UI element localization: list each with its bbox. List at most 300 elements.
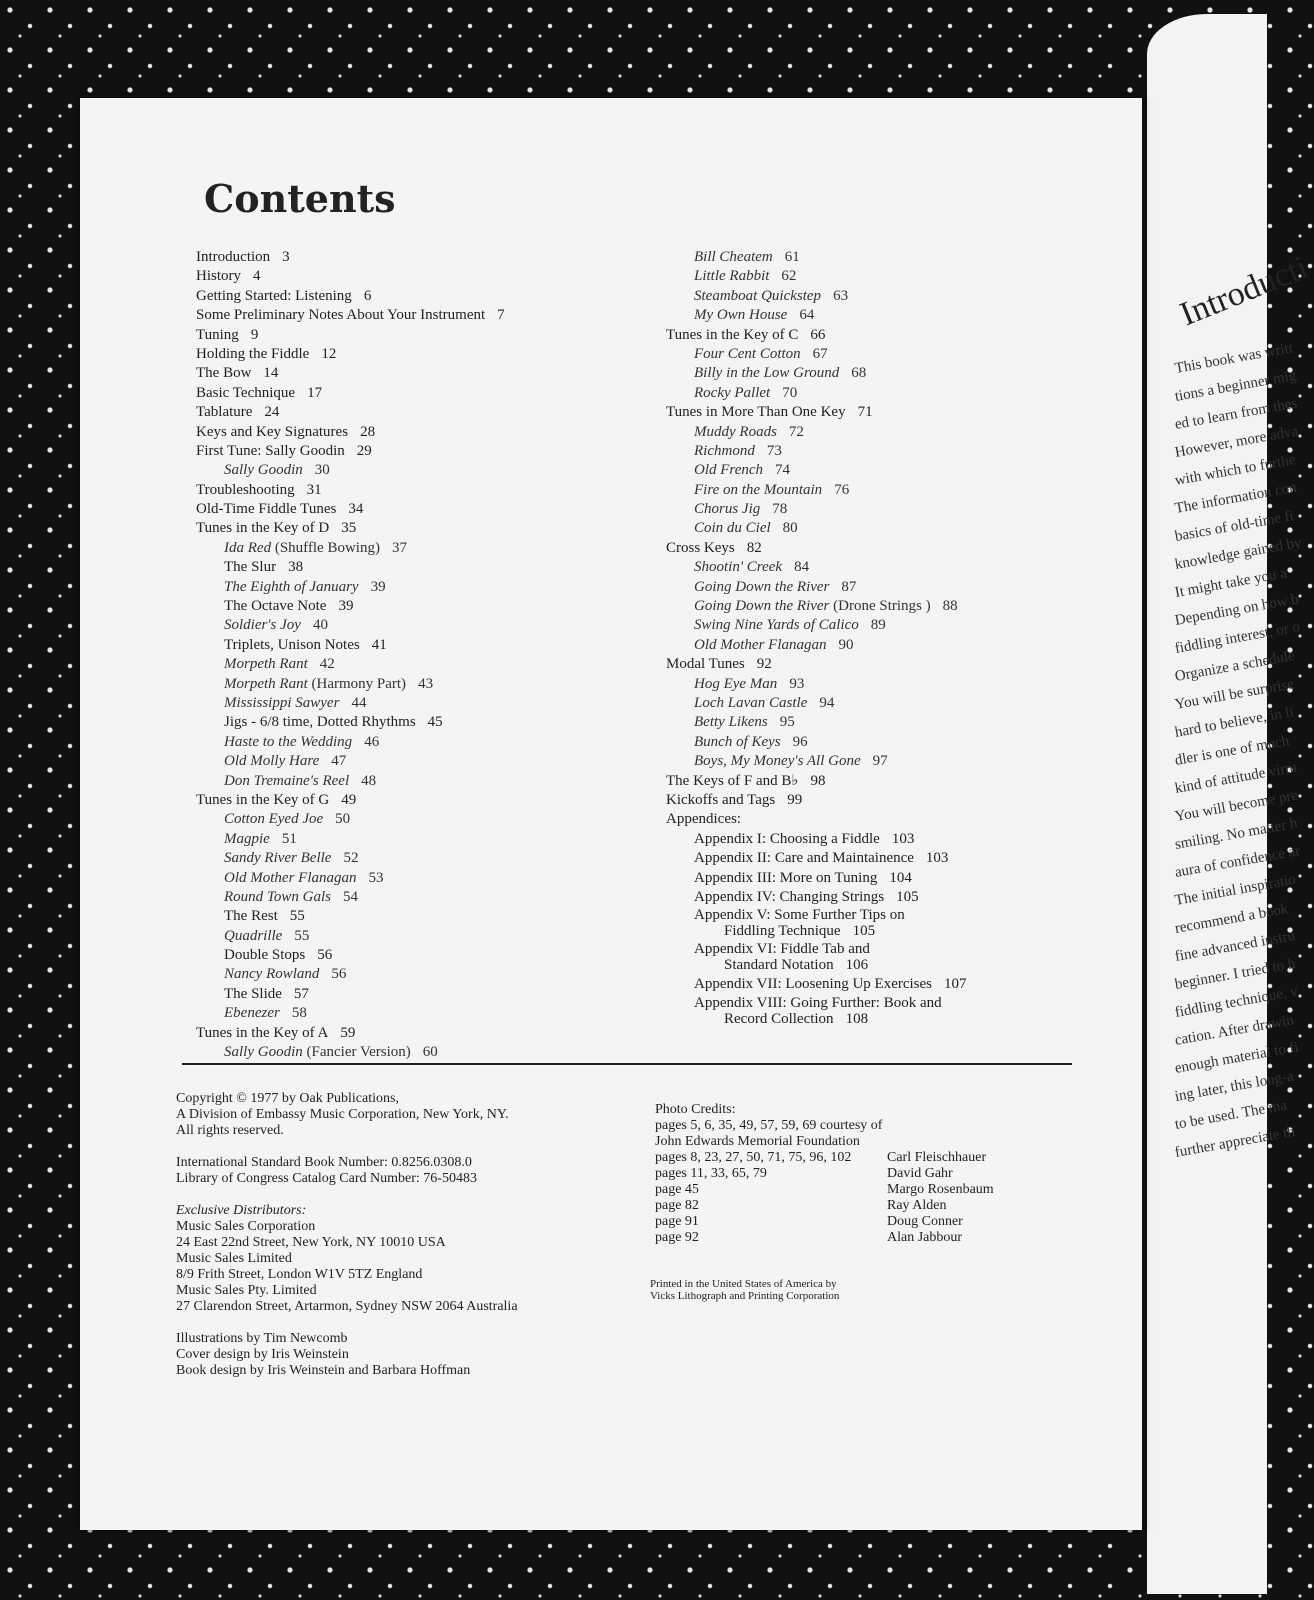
toc-entry (196, 1043, 666, 1062)
toc-entry-title: Appendix II: Care and Maintainence (694, 850, 914, 867)
toc-entry (666, 675, 1136, 694)
toc-entry-title: The Slide (224, 985, 282, 1002)
toc-entry-title: Magpie (224, 830, 270, 847)
toc-entry-title: History (196, 268, 241, 285)
toc-page-number: 28 (360, 423, 376, 440)
toc-page-number: 9 (250, 326, 259, 343)
toc-entry (666, 810, 1136, 829)
toc-entry (196, 558, 666, 577)
adjacent-page-line: You will be surprise (1173, 676, 1296, 713)
adjacent-page-line: Organize a schedule (1173, 648, 1296, 685)
toc-page-number: 92 (756, 656, 772, 673)
toc-entry (196, 733, 666, 752)
toc-page-number: 17 (307, 384, 323, 401)
toc-page-number: 84 (794, 559, 810, 576)
adjacent-page-line: It might take you a (1173, 565, 1288, 601)
toc-entry-title: My Own House (694, 307, 788, 324)
credit-row (655, 1182, 1055, 1198)
toc-page-number: 93 (789, 675, 805, 692)
toc-entry-title: Appendix VIII: Going Further: Book and (694, 994, 942, 1011)
toc-entry (196, 616, 666, 635)
toc-entry-title: The Eighth of January (224, 578, 359, 595)
toc-entry-title: Some Preliminary Notes About Your Instrument (196, 307, 486, 324)
toc-page-number: 73 (766, 442, 782, 459)
toc-entry (666, 849, 1136, 868)
copyright-line: All rights reserved. (176, 1123, 284, 1138)
toc-entry (196, 519, 666, 538)
toc-entry (666, 888, 1136, 907)
toc-entry-title: Swing Nine Yards of Calico (694, 617, 859, 634)
toc-page-number: 45 (427, 714, 443, 731)
toc-page-number: 30 (314, 462, 330, 479)
toc-page-number: 63 (833, 287, 849, 304)
toc-entry-title: Jigs - 6/8 time, Dotted Rhythms (224, 714, 416, 731)
divider-rule (182, 1063, 1072, 1065)
toc-entry-title: The Keys of F and B♭ (666, 772, 799, 789)
toc-entry (666, 345, 1136, 364)
toc-entry-title: Introduction (196, 249, 271, 265)
toc-page-number: 74 (775, 462, 791, 479)
toc-page-number: 61 (784, 249, 800, 265)
adjacent-page-line: fiddling technique, v (1173, 983, 1300, 1021)
toc-entry (666, 636, 1136, 655)
toc-entry (196, 326, 666, 345)
toc-entry-title: Going Down the River (694, 598, 830, 615)
toc-page-number: 76 (834, 481, 850, 498)
toc-entry (196, 810, 666, 829)
credit-pages: page 91 (655, 1214, 699, 1229)
toc-entry (196, 461, 666, 480)
credit-pages: page 92 (655, 1230, 699, 1245)
toc-page-number: 39 (370, 578, 386, 595)
distributor-line: 27 Clarendon Street, Artarmon, Sydney NSW 2064 Australia (176, 1299, 518, 1314)
toc-page-number: 71 (857, 404, 873, 421)
toc-page-number: 4 (253, 268, 261, 285)
adjacent-page-line: cation. After drawin (1173, 1012, 1295, 1049)
toc-entry-title: Appendix V: Some Further Tips on (694, 907, 905, 924)
toc-entry-title: Steamboat Quickstep (694, 287, 822, 304)
credit-pages: page 82 (655, 1198, 699, 1213)
toc-page-number: 108 (845, 1010, 869, 1027)
toc-page-number: 94 (819, 694, 835, 711)
toc-entry (666, 907, 1136, 941)
toc-entry-title: Sally Goodin (224, 1044, 303, 1061)
toc-entry (666, 752, 1136, 771)
toc-entry-title: Round Town Gals (224, 888, 331, 905)
toc-entry-title: Old Mother Flanagan (694, 636, 827, 653)
credit-name: Ray Alden (887, 1198, 947, 1213)
toc-entry-title: Double Stops (224, 947, 306, 964)
toc-entry-title: Fire on the Mountain (694, 481, 823, 498)
toc-entry-title: Loch Lavan Castle (694, 694, 808, 711)
toc-page-number: 87 (841, 578, 857, 595)
adjacent-page-line: The initial inspiratio (1173, 871, 1298, 909)
toc-entry (196, 403, 666, 422)
adjacent-page-line: The information con (1173, 479, 1298, 517)
toc-page-number: 58 (291, 1005, 307, 1022)
adjacent-page-text (1173, 340, 1303, 1171)
toc-entry-title: Rocky Pallet (694, 384, 771, 401)
toc-entry (196, 927, 666, 946)
toc-page-number: 46 (364, 733, 380, 750)
toc-entry-title: Tunes in More Than One Key (666, 404, 846, 421)
toc-page-number: 24 (264, 404, 280, 421)
toc-entry-title: Quadrille (224, 927, 283, 944)
toc-entry-continuation: Record Collection 108 (724, 1010, 869, 1027)
toc-entry-title: Chorus Jig (694, 501, 761, 518)
toc-page-number: 99 (787, 791, 803, 808)
toc-entry-title: Basic Technique (196, 384, 296, 401)
toc-entry-title: Richmond (694, 442, 755, 459)
toc-entry (666, 423, 1136, 442)
adjacent-page (1147, 14, 1314, 1594)
toc-entry-title: The Slur (224, 559, 277, 576)
toc-entry-title: Old French (694, 462, 764, 479)
adjacent-page-line: enough material to fi (1173, 1039, 1300, 1077)
credit-pages: pages 8, 23, 27, 50, 71, 75, 96, 102 (655, 1150, 852, 1165)
toc-page-number: 72 (788, 423, 804, 440)
toc-entry (666, 597, 1136, 616)
toc-page-number: 104 (889, 869, 912, 886)
toc-entry (666, 713, 1136, 732)
toc-entry-title: Hog Eye Man (694, 675, 778, 692)
toc-entry (666, 869, 1136, 888)
toc-page-number: 59 (340, 1024, 356, 1041)
toc-entry-title: Cross Keys (666, 539, 735, 556)
toc-entry-title: The Rest (224, 908, 278, 925)
toc-entry-title: Don Tremaine's Reel (224, 772, 350, 789)
toc-entry (196, 287, 666, 306)
toc-entry (666, 772, 1136, 791)
toc-entry-title: Haste to the Wedding (224, 733, 353, 750)
toc-entry (196, 481, 666, 500)
toc-entry-note: (Drone Strings ) (829, 598, 931, 615)
toc-page-number: 56 (331, 966, 347, 983)
toc-entry-title: Going Down the River (694, 578, 830, 595)
toc-entry (196, 791, 666, 810)
toc-page-number: 67 (812, 345, 828, 362)
toc-page-number: 34 (348, 501, 364, 518)
toc-entry-title: Tuning (196, 326, 239, 343)
toc-entry-title: Tablature (196, 404, 253, 421)
credit-name: Carl Fleischhauer (887, 1150, 987, 1165)
adjacent-page-line: This book was writt (1173, 340, 1295, 377)
toc-entry (196, 985, 666, 1004)
toc-entry-title: Billy in the Low Ground (694, 365, 840, 382)
toc-entry (196, 500, 666, 519)
toc-entry (196, 578, 666, 597)
adjacent-page-line: fine advanced instru (1173, 928, 1297, 965)
toc-entry-note: (Harmony Part) (307, 675, 407, 692)
toc-entry (666, 500, 1136, 519)
photo-credits-label: Photo Credits: (655, 1102, 736, 1117)
illustrations-credit: Illustrations by Tim Newcomb (176, 1331, 348, 1346)
adjacent-page-line: knowledge gained by (1173, 534, 1303, 573)
toc-entry (666, 995, 1136, 1029)
toc-right-column (666, 248, 1136, 1029)
toc-entry-title: Appendices: (666, 811, 741, 828)
toc-entry (196, 655, 666, 674)
toc-entry (666, 519, 1136, 538)
toc-page-number: 106 (845, 957, 869, 974)
adjacent-page-line: You will become pre (1173, 787, 1300, 825)
toc-entry (196, 248, 666, 267)
toc-entry (666, 578, 1136, 597)
toc-entry (196, 597, 666, 616)
lccn: Library of Congress Catalog Card Number: 76-50483 (176, 1171, 477, 1186)
toc-entry (196, 694, 666, 713)
toc-entry (666, 655, 1136, 674)
toc-entry-title: Keys and Key Signatures (196, 423, 349, 440)
toc-entry (666, 287, 1136, 306)
isbn: International Standard Book Number: 0.8256.0308.0 (176, 1155, 472, 1170)
distributor-line: Music Sales Corporation (176, 1219, 316, 1234)
toc-page-number: 57 (293, 985, 309, 1002)
distributor-line: Music Sales Pty. Limited (176, 1283, 317, 1298)
toc-entry-title: Soldier's Joy (224, 617, 301, 634)
toc-page-number: 31 (306, 481, 322, 498)
toc-entry-title: Appendix III: More on Tuning (694, 869, 878, 886)
adjacent-page-line: further appreciate th (1173, 1124, 1297, 1161)
toc-entry (666, 616, 1136, 635)
toc-entry-title: Four Cent Cotton (694, 345, 801, 362)
toc-entry (666, 791, 1136, 810)
toc-entry (666, 558, 1136, 577)
toc-page-number: 40 (312, 617, 328, 634)
toc-entry-title: Old-Time Fiddle Tunes (196, 501, 337, 518)
toc-entry-note: (Fancier Version) (302, 1044, 411, 1061)
toc-page-number: 89 (870, 617, 886, 634)
toc-entry (666, 694, 1136, 713)
toc-entry-title: Sally Goodin (224, 462, 303, 479)
toc-entry-title: Shootin' Creek (694, 559, 783, 576)
toc-page-number: 66 (810, 326, 826, 343)
toc-page-number: 47 (331, 753, 347, 770)
toc-entry-title: Boys, My Money's All Gone (694, 753, 861, 770)
toc-entry-title: Cotton Eyed Joe (224, 811, 324, 828)
toc-entry-title: Old Mother Flanagan (224, 869, 357, 886)
toc-page-number: 97 (872, 753, 888, 770)
toc-page-number: 60 (422, 1044, 438, 1061)
toc-entry (196, 306, 666, 325)
toc-page-number: 68 (851, 365, 867, 382)
toc-page-number: 105 (852, 923, 876, 940)
copyright-line: Copyright © 1977 by Oak Publications, (176, 1091, 399, 1106)
toc-entry (196, 675, 666, 694)
toc-entry-title: Getting Started: Listening (196, 287, 352, 304)
copyright-line: A Division of Embassy Music Corporation, New York, NY. (176, 1107, 509, 1122)
toc-entry-title: Holding the Fiddle (196, 345, 310, 362)
toc-entry (196, 442, 666, 461)
toc-entry-title: Appendix VII: Loosening Up Exercises (694, 976, 933, 993)
toc-entry-title: The Bow (196, 365, 252, 382)
credit-name: Margo Rosenbaum (887, 1182, 994, 1197)
toc-entry-title: Kickoffs and Tags (666, 791, 776, 808)
toc-entry-title: The Octave Note (224, 598, 327, 615)
toc-entry-title: Nancy Rowland (224, 966, 320, 983)
toc-entry (666, 941, 1136, 975)
toc-entry-title: Appendix I: Choosing a Fiddle (694, 830, 880, 847)
adjacent-page-line: tions a beginner mig (1173, 367, 1298, 405)
adjacent-page-line: kind of attitude virtu (1173, 759, 1299, 797)
adjacent-page-line: However, more adva (1173, 423, 1300, 461)
toc-entry (666, 306, 1136, 325)
toc-entry (196, 539, 666, 558)
adjacent-page-line: ing later, this long-a (1173, 1068, 1295, 1105)
toc-entry (666, 403, 1136, 422)
adjacent-page-line: to be used. The ma (1173, 1097, 1289, 1133)
toc-entry-title: Tunes in the Key of G (196, 791, 330, 808)
book-design-credit: Book design by Iris Weinstein and Barbara Hoffman (176, 1363, 471, 1378)
distributor-line: Music Sales Limited (176, 1251, 292, 1266)
toc-page-number: 62 (781, 268, 797, 285)
toc-entry-note: (Shuffle Bowing) (271, 539, 380, 556)
toc-page-number: 103 (925, 850, 949, 867)
toc-entry (196, 888, 666, 907)
toc-entry (196, 869, 666, 888)
adjacent-page-line: ed to learn from thes (1173, 395, 1299, 433)
toc-entry (666, 539, 1136, 558)
toc-entry (196, 907, 666, 926)
toc-page-number: 107 (944, 976, 967, 993)
toc-entry-title: Tunes in the Key of A (196, 1024, 329, 1041)
toc-entry-title: Muddy Roads (694, 423, 777, 440)
toc-page-number: 95 (779, 714, 795, 731)
photo-credits (655, 1102, 1055, 1246)
toc-page-number: 88 (942, 598, 958, 615)
contents-page (80, 98, 1142, 1530)
toc-entry (666, 364, 1136, 383)
toc-page-number: 49 (341, 791, 357, 808)
toc-entry (196, 713, 666, 732)
credit-pages: page 45 (655, 1182, 699, 1197)
copyright-block (176, 1091, 616, 1379)
toc-entry-title: Old Molly Hare (224, 753, 320, 770)
adjacent-page-title: Introducti (1175, 248, 1314, 334)
adjacent-page-line: basics of old-time fi (1173, 508, 1295, 545)
toc-page-number: 38 (288, 559, 304, 576)
toc-page-number: 80 (782, 520, 798, 537)
toc-page-number: 64 (799, 307, 815, 324)
toc-page-number: 78 (772, 501, 788, 518)
toc-entry (196, 1024, 666, 1043)
toc-left-column (196, 248, 666, 1062)
credit-row (655, 1198, 1055, 1214)
toc-page-number: 103 (891, 830, 915, 847)
toc-page-number: 43 (418, 675, 434, 692)
adjacent-page-line: recommend a book (1173, 901, 1290, 937)
toc-entry (666, 975, 1136, 994)
toc-entry (196, 267, 666, 286)
page-title: Contents (204, 176, 396, 221)
toc-page-number: 55 (289, 908, 305, 925)
distributor-line: 8/9 Frith Street, London W1V 5TZ England (176, 1267, 423, 1282)
toc-entry (666, 461, 1136, 480)
adjacent-page-line: dler is one of much (1173, 733, 1291, 769)
toc-entry-title: Ida Red (224, 539, 272, 556)
toc-page-number: 35 (341, 520, 357, 537)
toc-entry (196, 830, 666, 849)
adjacent-page-line: beginner. I tried to h (1173, 955, 1297, 993)
toc-page-number: 52 (343, 850, 359, 867)
toc-page-number: 70 (782, 384, 798, 401)
adjacent-page-line: with which to furthe (1173, 451, 1297, 489)
toc-page-number: 6 (363, 287, 372, 304)
credit-line: John Edwards Memorial Foundation (655, 1134, 860, 1149)
toc-entry (196, 345, 666, 364)
toc-page-number: 29 (356, 442, 372, 459)
toc-page-number: 42 (319, 656, 335, 673)
credit-name: Alan Jabbour (887, 1230, 963, 1245)
toc-entry-title: Bunch of Keys (694, 733, 781, 750)
toc-entry-title: Triplets, Unison Notes (224, 636, 360, 653)
toc-entry-title: Morpeth Rant (224, 675, 308, 692)
credit-row (655, 1150, 1055, 1166)
adjacent-page-line: aura of confidence ar (1173, 843, 1302, 881)
adjacent-page-line: hard to believe, in li (1173, 704, 1295, 741)
credit-pages: pages 11, 33, 65, 79 (655, 1166, 767, 1181)
toc-entry-title: Morpeth Rant (224, 656, 308, 673)
toc-page-number: 54 (342, 888, 358, 905)
toc-page-number: 98 (810, 772, 826, 789)
toc-entry-title: Sandy River Belle (224, 850, 332, 867)
toc-entry (196, 364, 666, 383)
toc-page-number: 3 (282, 249, 290, 265)
toc-entry (196, 752, 666, 771)
credit-row (655, 1214, 1055, 1230)
toc-entry-title: Troubleshooting (196, 481, 295, 498)
toc-entry (666, 481, 1136, 500)
toc-page-number: 41 (371, 636, 387, 653)
toc-entry (666, 733, 1136, 752)
toc-entry-title: Bill Cheatem (694, 249, 773, 265)
toc-entry-title: Modal Tunes (666, 656, 745, 673)
toc-entry-continuation: Fiddling Technique 105 (724, 923, 876, 940)
toc-entry (196, 849, 666, 868)
credit-row (655, 1230, 1055, 1246)
toc-entry-title: Betty Likens (694, 714, 768, 731)
toc-entry (666, 830, 1136, 849)
adjacent-page-line: smiling. No matter h (1173, 815, 1299, 853)
toc-entry-title: Ebenezer (224, 1005, 280, 1022)
toc-entry (196, 384, 666, 403)
toc-page-number: 90 (838, 636, 854, 653)
toc-entry (196, 423, 666, 442)
toc-entry-title: Tunes in the Key of C (666, 326, 799, 343)
toc-entry (196, 946, 666, 965)
toc-page-number: 14 (263, 365, 279, 382)
toc-page-number: 7 (497, 307, 505, 324)
toc-entry (196, 636, 666, 655)
toc-entry (666, 384, 1136, 403)
toc-page-number: 12 (321, 345, 337, 362)
credit-row (655, 1166, 1055, 1182)
toc-page-number: 51 (281, 830, 297, 847)
toc-entry (196, 1004, 666, 1023)
toc-page-number: 96 (792, 733, 808, 750)
toc-page-number: 39 (338, 598, 354, 615)
toc-entry-title: First Tune: Sally Goodin (196, 442, 345, 459)
toc-page-number: 56 (317, 947, 333, 964)
toc-entry-continuation: Standard Notation 106 (724, 957, 869, 974)
toc-page-number: 44 (351, 694, 367, 711)
adjacent-page-line: fiddling interest, or o (1173, 619, 1302, 657)
toc-page-number: 82 (746, 539, 762, 556)
toc-page-number: 105 (896, 888, 919, 905)
toc-entry-title: Appendix IV: Changing Strings (694, 888, 885, 905)
toc-page-number: 53 (368, 869, 384, 886)
toc-entry-title: Appendix VI: Fiddle Tab and (694, 941, 870, 958)
